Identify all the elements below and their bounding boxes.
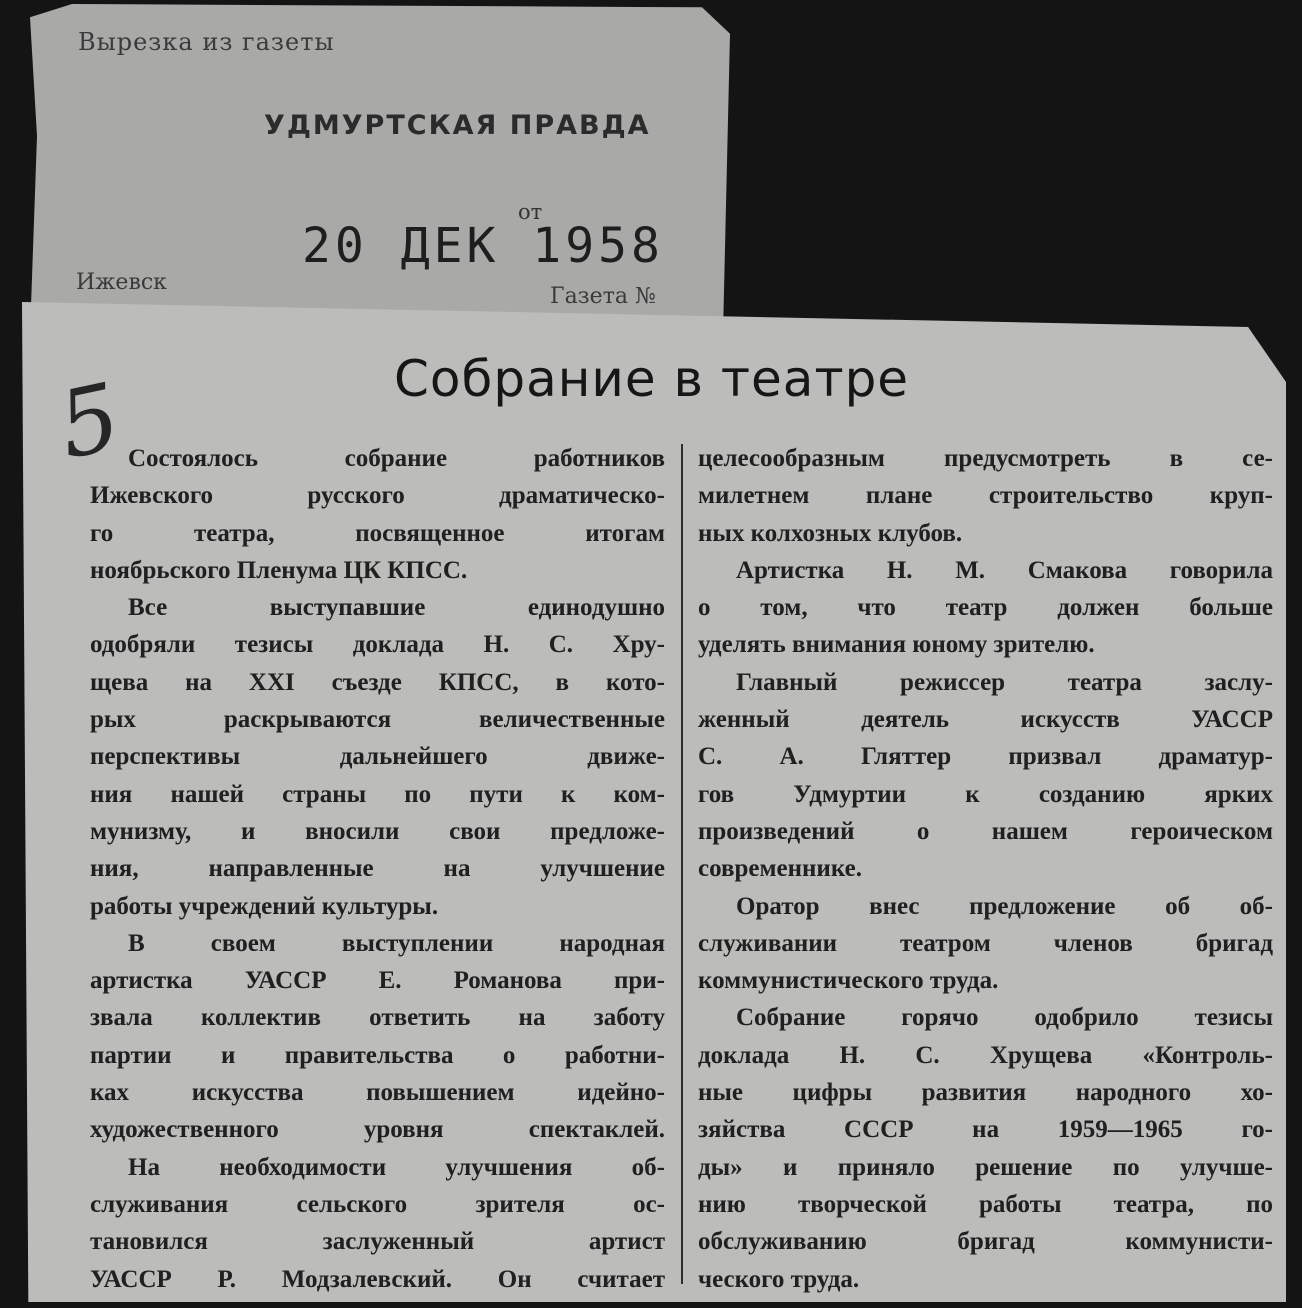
article-line: звала коллектив ответить на заботу	[90, 1004, 665, 1032]
article-line: Артистка Н. М. Смакова говорила	[736, 556, 1273, 584]
article-line: Ижевского русского драматическо-	[90, 482, 665, 510]
article-line: Все выступавшие единодушно	[128, 594, 665, 622]
article-line: женный деятель искусств УАССР	[698, 706, 1273, 734]
article-line: ках искусства повышением идейно-	[90, 1079, 665, 1107]
newspaper-name: УДМУРТСКАЯ ПРАВДА	[264, 110, 651, 141]
issue-label: Газета №	[550, 284, 656, 309]
article-line: коммунистического труда.	[698, 967, 999, 995]
article-line: ческого труда.	[698, 1265, 860, 1293]
cutting-label: Вырезка из газеты	[78, 28, 335, 56]
article-column-left	[90, 440, 665, 1298]
article-line: Собрание горячо одобрило тезисы	[736, 1004, 1273, 1032]
article-line: рых раскрываются величественные	[90, 706, 665, 734]
column-divider	[681, 444, 683, 1284]
article-line: ноябрьского Пленума ЦК КПСС.	[90, 556, 468, 584]
article-line: целесообразным предусмотреть в се-	[698, 445, 1273, 472]
article-line: УАССР Р. Модзалевский. Он считает	[90, 1265, 665, 1293]
article-line: служивании театром членов бригад	[698, 929, 1273, 957]
article-line: обслуживанию бригад коммунисти-	[698, 1228, 1273, 1256]
article-line: Оратор внес предложение об об-	[736, 892, 1273, 920]
article-line: ды» и приняло решение по улучше-	[698, 1153, 1273, 1181]
article-line: гов Удмуртии к созданию ярких	[698, 780, 1273, 808]
article-line: ных колхозных клубов.	[698, 519, 963, 547]
article-line: нию творческой работы театра, по	[698, 1190, 1273, 1218]
article-line: художественного уровня спектаклей.	[90, 1116, 665, 1144]
article-line: одобряли тезисы доклада Н. С. Хру-	[90, 631, 665, 659]
article-line: произведений о нашем героическом	[698, 817, 1273, 845]
article-line: ные цифры развития народного хо-	[698, 1079, 1273, 1107]
article-line: зяйства СССР на 1959—1965 го-	[698, 1116, 1273, 1144]
article-line: милетнем плане строительство круп-	[698, 482, 1273, 510]
date-stamp: 20 ДЕК 1958	[302, 218, 664, 274]
article-line: о том, что театр должен больше	[698, 594, 1273, 622]
article-line: ния, направленные на улучшение	[90, 855, 665, 883]
article-line: На необходимости улучшения об-	[128, 1153, 665, 1181]
article-line: го театра, посвященное итогам	[90, 519, 665, 547]
article-line: работы учреждений культуры.	[90, 892, 439, 920]
article-line: Состоялось собрание работников	[128, 445, 665, 472]
article-line: мунизму, и вносили свои предложе-	[90, 817, 665, 845]
article-line: перспективы дальнейшего движе-	[90, 743, 665, 771]
article-line: тановился заслуженный артист	[90, 1228, 665, 1256]
article-line: доклада Н. С. Хрущева «Контроль-	[698, 1041, 1273, 1069]
article-line: Главный режиссер театра заслу-	[736, 668, 1273, 696]
article-headline: Собрание в театре	[394, 350, 910, 408]
article-line: В своем выступлении народная	[128, 929, 665, 957]
article-line: служивания сельского зрителя ос-	[90, 1190, 665, 1218]
date-prefix: от	[518, 200, 543, 224]
article-line: уделять внимания юному зрителю.	[698, 631, 1095, 659]
article-line: артистка УАССР Е. Романова при-	[90, 967, 665, 995]
article-line: С. А. Гляттер призвал драматур-	[698, 743, 1273, 771]
article-line: партии и правительства о работни-	[90, 1041, 665, 1069]
city-label: Ижевск	[76, 270, 167, 295]
article-line: ния нашей страны по пути к ком-	[90, 780, 665, 808]
article-line: щева на XXI съезде КПСС, в кото-	[90, 668, 665, 696]
handwritten-number: 5	[49, 363, 130, 480]
article-column-right	[698, 440, 1273, 1298]
article-line: современнике.	[698, 855, 862, 883]
